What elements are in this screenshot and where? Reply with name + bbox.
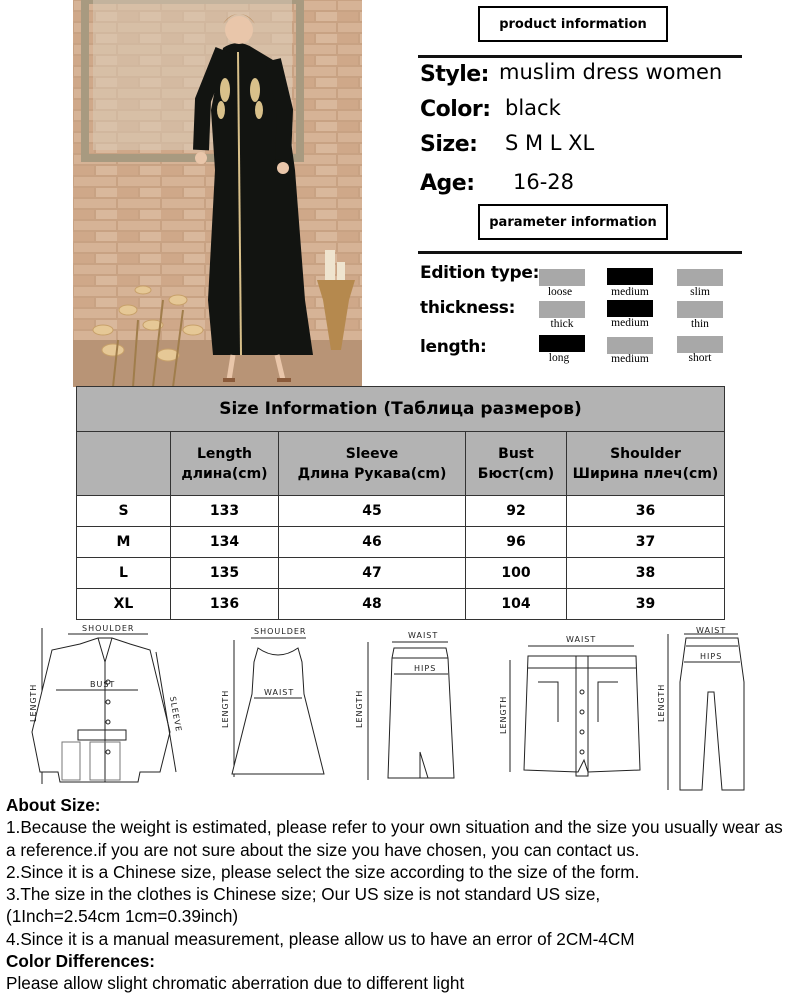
length-cell: 135: [171, 558, 279, 589]
size-row: [420, 128, 477, 160]
edition-swatch-loose: [539, 269, 585, 286]
thickness-label: thickness:: [420, 298, 516, 318]
header-length-en: Length: [196, 445, 253, 462]
age-label: Age:: [420, 170, 475, 196]
edition-option-slim: slim: [690, 286, 710, 298]
length-cell: 134: [171, 527, 279, 558]
table-row: [77, 589, 725, 620]
age-value: 16-28: [513, 170, 575, 194]
edition-type-label: Edition type:: [420, 263, 540, 283]
style-label: Style:: [420, 61, 489, 87]
bust-cell: 92: [466, 496, 567, 527]
shorts-length-label: LENGTH: [499, 695, 508, 734]
coat-bust-label: BUST: [90, 680, 116, 689]
skirt-hips-label: HIPS: [414, 664, 437, 673]
size-table: [76, 386, 725, 620]
header-shoulder: [567, 432, 725, 496]
shoulder-cell: 37: [567, 527, 725, 558]
header-sleeve: [279, 432, 466, 496]
thickness-swatch-medium: [607, 300, 653, 317]
table-row: [77, 527, 725, 558]
sleeve-cell: 48: [279, 589, 466, 620]
length-swatch-medium: [607, 337, 653, 354]
parameter-information-header: parameter information: [478, 204, 668, 240]
header-length-ru: длина(cm): [181, 465, 268, 482]
thickness-swatch-thin: [677, 301, 723, 318]
color-differences-heading: Color Differences:: [6, 951, 155, 972]
trousers-diagram: [657, 622, 770, 794]
header-size-empty: [77, 432, 171, 496]
shoulder-cell: 38: [567, 558, 725, 589]
header-length: [171, 432, 279, 496]
thickness-swatch-thick: [539, 301, 585, 318]
size-note: 4.Since it is a manual measurement, please allow us to have an error of 2CM-4CM: [6, 928, 635, 949]
coat-shoulder-label: SHOULDER: [82, 624, 135, 633]
edition-option-loose: loose: [547, 286, 573, 298]
size-note: 2.Since it is a Chinese size, please select the size according to the size of the form.: [6, 861, 640, 882]
header-sleeve-en: Sleeve: [345, 445, 399, 462]
length-option-short: short: [688, 352, 712, 364]
length-label: length:: [420, 337, 487, 357]
length-cell: 133: [171, 496, 279, 527]
coat-diagram: [20, 622, 190, 794]
size-note: 1.Because the weight is estimated, please refer to your own situation and the size you usually wear as a reference.if you are not sure about the size you have chosen, you can contact us.: [6, 817, 783, 860]
color-row: [420, 93, 491, 125]
shorts-waist-label: WAIST: [566, 635, 597, 644]
trousers-length-label: LENGTH: [657, 683, 666, 722]
shorts-diagram: [498, 622, 648, 794]
header-sleeve-ru: Длина Рукава(cm): [297, 465, 447, 482]
about-section: [6, 794, 796, 995]
size-cell: M: [77, 527, 171, 558]
age-row: [420, 167, 475, 199]
shoulder-cell: 36: [567, 496, 725, 527]
size-label: Size:: [420, 131, 478, 157]
size-note: 3.The size in the clothes is Chinese size; Our US size is not standard US size, (1Inch=2.54cm 1cm=0.39inch): [6, 884, 601, 927]
thickness-option-thick: thick: [550, 318, 574, 330]
header-shoulder-en: Shoulder: [610, 445, 681, 462]
size-table-title: Size Information (Таблица размеров): [77, 387, 725, 432]
skirt-length-label: LENGTH: [355, 689, 364, 728]
style-value: muslim dress women: [499, 60, 723, 84]
thickness-option-thin: thin: [691, 318, 709, 330]
size-cell: XL: [77, 589, 171, 620]
skirt-waist-label: WAIST: [408, 631, 439, 640]
about-size-heading: About Size:: [6, 795, 101, 815]
color-value: black: [505, 96, 561, 120]
length-swatch-long: [539, 335, 585, 352]
dress-shoulder-label: SHOULDER: [254, 627, 307, 636]
length-option-long: long: [548, 352, 570, 364]
bust-cell: 104: [466, 589, 567, 620]
thickness-option-medium: medium: [611, 317, 649, 329]
color-note: Please allow slight chromatic aberration due to different light: [6, 973, 465, 994]
header-bust-ru: Бюст(cm): [477, 465, 555, 482]
length-option-medium: medium: [611, 353, 649, 365]
sleeve-cell: 45: [279, 496, 466, 527]
bust-cell: 96: [466, 527, 567, 558]
size-cell: S: [77, 496, 171, 527]
edition-swatch-medium: [607, 268, 653, 285]
style-row: [420, 58, 489, 90]
shoulder-cell: 39: [567, 589, 725, 620]
edition-swatch-slim: [677, 269, 723, 286]
table-row: [77, 558, 725, 589]
table-row: [77, 496, 725, 527]
header-bust: [466, 432, 567, 496]
product-information-header: product information: [478, 6, 668, 42]
coat-sleeve-label: SLEEVE: [168, 695, 184, 733]
coat-length-label: LENGTH: [29, 683, 38, 722]
size-value: S M L XL: [505, 131, 595, 155]
divider-middle: [418, 251, 742, 254]
header-shoulder-ru: Ширина плеч(cm): [572, 465, 719, 482]
sleeve-cell: 47: [279, 558, 466, 589]
skirt-diagram: [350, 622, 470, 794]
length-cell: 136: [171, 589, 279, 620]
dress-length-label: LENGTH: [221, 689, 230, 728]
color-label: Color:: [420, 96, 491, 122]
product-photo: [73, 0, 362, 387]
size-cell: L: [77, 558, 171, 589]
measurement-diagrams: [0, 622, 800, 794]
sleeve-cell: 46: [279, 527, 466, 558]
bust-cell: 100: [466, 558, 567, 589]
dress-waist-label: WAIST: [264, 688, 295, 697]
dress-diagram: [206, 622, 336, 794]
trousers-hips-label: HIPS: [700, 652, 723, 661]
trousers-waist-label: WAIST: [696, 626, 727, 635]
edition-option-medium: medium: [611, 286, 649, 298]
header-bust-en: Bust: [498, 445, 534, 462]
length-swatch-short: [677, 336, 723, 353]
